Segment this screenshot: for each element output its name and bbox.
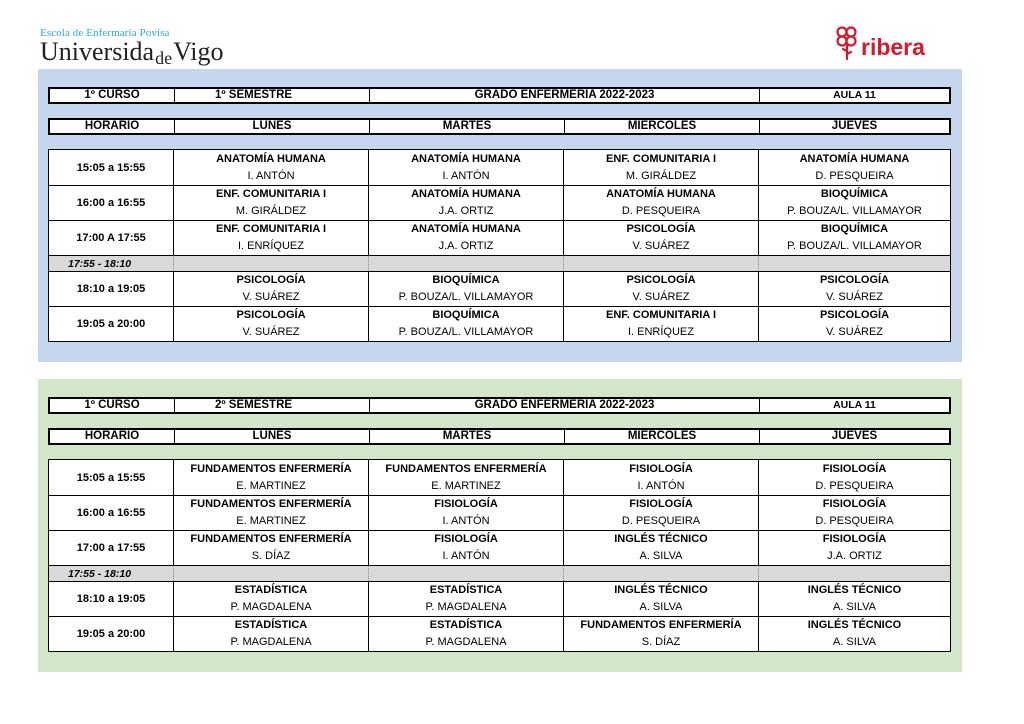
class-cell <box>173 220 368 255</box>
subject-name: FISIOLOGÍA <box>822 533 887 545</box>
class-cell <box>368 306 563 341</box>
col-header-horario: HORARIO <box>84 120 140 132</box>
subject-name: ANATOMÍA HUMANA <box>411 223 521 235</box>
class-cell <box>368 271 563 306</box>
time-slot-label: 16:00 a 16:55 <box>76 507 146 519</box>
time-slot-label: 18:10 a 19:05 <box>76 283 146 295</box>
class-cell <box>563 495 758 530</box>
time-slot <box>49 271 173 306</box>
subject-name: PSICOLOGÍA <box>626 274 696 286</box>
semester-1-column-headers <box>48 118 951 135</box>
professor-name: V. SUÁREZ <box>825 291 884 303</box>
class-cell <box>173 495 368 530</box>
col-header-miercoles: MIÉRCOLES <box>564 430 759 443</box>
subject-name: FUNDAMENTOS ENFERMERÍA <box>385 462 547 475</box>
time-slot-label: 19:05 a 20:00 <box>76 628 146 640</box>
professor-name: S. DÍAZ <box>251 550 291 562</box>
subject-name: BIOQUÍMICA <box>432 274 500 286</box>
professor-name: J.A. ORTIZ <box>438 205 494 217</box>
subject-name: ESTADÍSTICA <box>234 619 308 631</box>
professor-name: P. MAGDALENA <box>425 601 507 613</box>
subject-name: ESTADÍSTICA <box>234 584 308 596</box>
universidad-vigo-logo <box>40 27 224 67</box>
grado-label: GRADO ENFERMERÍA 2022-2023 <box>369 89 759 102</box>
professor-name: J.A. ORTIZ <box>438 240 494 252</box>
professor-name: V. SUÁREZ <box>632 291 690 303</box>
class-cell <box>173 581 368 616</box>
school-name: Escola de Enfermaría Povisa <box>40 27 170 39</box>
professor-name: I. ENRÍQUEZ <box>237 240 304 252</box>
professor-name: P. BOUZA/L. VILLAMAYOR <box>787 205 922 217</box>
class-cell <box>368 185 563 220</box>
ribera-emblem-icon <box>835 25 859 61</box>
semester-2-schedule-table <box>48 459 951 652</box>
class-cell <box>758 185 950 220</box>
university-name-part-a: Universida <box>40 37 155 66</box>
class-cell <box>173 460 368 495</box>
col-header-miercoles: MIÉRCOLES <box>564 120 759 133</box>
class-cell <box>758 495 950 530</box>
class-cell <box>563 581 758 616</box>
ribera-wordmark: ribera <box>861 34 925 60</box>
semester-2-column-headers <box>48 428 951 445</box>
subject-name: FUNDAMENTOS ENFERMERÍA <box>580 619 742 631</box>
subject-name: ENF. COMUNITARIA I <box>216 223 326 235</box>
class-cell <box>563 220 758 255</box>
semestre-label: 1º SEMESTRE <box>174 89 369 102</box>
ribera-logo <box>835 24 925 61</box>
professor-name: J.A. ORTIZ <box>827 550 882 562</box>
class-cell <box>758 581 950 616</box>
time-slot-label: 18:10 a 19:05 <box>76 593 146 605</box>
professor-name: D. PESQUEIRA <box>815 169 894 182</box>
col-header-martes: MARTES <box>369 120 564 133</box>
professor-name: I. ANTÓN <box>442 550 490 562</box>
class-cell <box>173 616 368 651</box>
break-row-label: 17:55 - 18:10 <box>49 565 173 581</box>
break-row-cell <box>368 255 563 271</box>
class-cell <box>368 530 563 565</box>
professor-name: P. MAGDALENA <box>425 636 507 648</box>
time-slot-label: 15:05 a 15:55 <box>76 471 146 484</box>
time-slot <box>49 150 173 185</box>
class-cell <box>758 460 950 495</box>
subject-name: PSICOLOGÍA <box>236 309 306 321</box>
class-cell <box>563 306 758 341</box>
subject-name: FUNDAMENTOS ENFERMERÍA <box>190 498 352 510</box>
subject-name: INGLÉS TÉCNICO <box>614 584 708 596</box>
professor-name: M. GIRÁLDEZ <box>625 169 697 182</box>
subject-name: FISIOLOGÍA <box>822 462 887 475</box>
col-header-jueves: JUEVES <box>759 120 949 133</box>
curso-label: 1º CURSO <box>84 399 140 411</box>
time-slot-label: 15:05 a 15:55 <box>76 161 146 174</box>
professor-name: E. MARTINEZ <box>431 479 501 492</box>
professor-name: D. PESQUEIRA <box>621 205 701 217</box>
class-cell <box>758 220 950 255</box>
class-cell <box>173 306 368 341</box>
semester-1-title-bar <box>48 87 951 104</box>
aula-label: AULA 11 <box>759 89 949 102</box>
time-slot-label: 19:05 a 20:00 <box>76 318 146 330</box>
semestre-label: 2º SEMESTRE <box>174 399 369 412</box>
class-cell <box>368 150 563 185</box>
professor-name: P. MAGDALENA <box>230 636 312 648</box>
professor-name: I. ANTÓN <box>442 515 490 527</box>
subject-name: ANATOMÍA HUMANA <box>411 188 521 200</box>
subject-name: INGLÉS TÉCNICO <box>614 533 708 545</box>
professor-name: V. SUÁREZ <box>632 240 690 252</box>
class-cell <box>563 150 758 185</box>
subject-name: ANATOMÍA HUMANA <box>216 152 326 165</box>
subject-name: ENF. COMUNITARIA I <box>606 309 716 321</box>
class-cell <box>173 150 368 185</box>
time-slot <box>49 616 173 651</box>
break-row-cell <box>563 255 758 271</box>
class-cell <box>368 460 563 495</box>
subject-name: INGLÉS TÉCNICO <box>807 584 902 596</box>
subject-name: PSICOLOGÍA <box>819 274 890 286</box>
subject-name: ANATOMÍA HUMANA <box>411 152 521 165</box>
professor-name: I. ENRÍQUEZ <box>627 326 694 338</box>
break-row-cell <box>173 255 368 271</box>
professor-name: V. SUÁREZ <box>825 326 884 338</box>
subject-name: BIOQUÍMICA <box>432 309 500 321</box>
semester-1-panel <box>38 69 962 362</box>
aula-label: AULA 11 <box>759 399 949 412</box>
time-slot <box>49 306 173 341</box>
col-header-jueves: JUEVES <box>759 430 949 443</box>
professor-name: M. GIRÁLDEZ <box>235 205 307 217</box>
class-cell <box>758 150 950 185</box>
class-cell <box>563 616 758 651</box>
professor-name: V. SUÁREZ <box>242 326 300 338</box>
subject-name: INGLÉS TÉCNICO <box>807 619 902 631</box>
break-row-cell <box>758 255 950 271</box>
professor-name: D. PESQUEIRA <box>621 515 701 527</box>
subject-name: BIOQUÍMICA <box>820 223 889 235</box>
professor-name: I. ANTÓN <box>637 479 685 492</box>
class-cell <box>758 616 950 651</box>
break-row-cell <box>173 565 368 581</box>
subject-name: FUNDAMENTOS ENFERMERÍA <box>190 533 352 545</box>
professor-name: P. BOUZA/L. VILLAMAYOR <box>398 326 534 338</box>
time-slot-label: 16:00 a 16:55 <box>76 197 146 209</box>
class-cell <box>368 220 563 255</box>
subject-name: FUNDAMENTOS ENFERMERÍA <box>190 462 352 475</box>
subject-name: ANATOMÍA HUMANA <box>799 152 910 165</box>
professor-name: D. PESQUEIRA <box>815 515 894 527</box>
col-header-lunes: LUNES <box>174 430 369 443</box>
semester-2-panel <box>38 379 962 672</box>
subject-name: FISIOLOGÍA <box>434 498 498 510</box>
subject-name: FISIOLOGÍA <box>629 462 693 475</box>
subject-name: ENF. COMUNITARIA I <box>606 152 716 165</box>
professor-name: I. ANTÓN <box>442 169 490 182</box>
professor-name: A. SILVA <box>639 550 683 562</box>
subject-name: ENF. COMUNITARIA I <box>216 188 326 200</box>
break-row-cell <box>368 565 563 581</box>
time-slot-label: 17:00 A 17:55 <box>76 232 146 244</box>
time-slot <box>49 581 173 616</box>
class-cell <box>368 495 563 530</box>
time-slot-label: 17:00 a 17:55 <box>76 542 146 554</box>
class-cell <box>368 581 563 616</box>
subject-name: FISIOLOGÍA <box>629 498 693 510</box>
professor-name: D. PESQUEIRA <box>815 479 894 492</box>
class-cell <box>758 271 950 306</box>
curso-label: 1º CURSO <box>84 89 140 101</box>
subject-name: ANATOMÍA HUMANA <box>606 188 716 200</box>
professor-name: E. MARTINEZ <box>236 515 306 527</box>
break-row-cell <box>563 565 758 581</box>
grado-label: GRADO ENFERMERÍA 2022-2023 <box>369 399 759 412</box>
university-name-part-b: Vigo <box>173 37 224 66</box>
professor-name: A. SILVA <box>832 636 876 648</box>
professor-name: A. SILVA <box>832 601 876 613</box>
col-header-horario: HORARIO <box>84 430 140 442</box>
class-cell <box>368 616 563 651</box>
subject-name: FISIOLOGÍA <box>434 533 498 545</box>
professor-name: P. BOUZA/L. VILLAMAYOR <box>787 240 922 252</box>
class-cell <box>563 185 758 220</box>
class-cell <box>563 271 758 306</box>
time-slot <box>49 530 173 565</box>
subject-name: PSICOLOGÍA <box>236 274 306 286</box>
university-name <box>40 39 224 67</box>
class-cell <box>173 271 368 306</box>
class-cell <box>173 185 368 220</box>
professor-name: S. DÍAZ <box>641 636 681 648</box>
semester-2-title-bar <box>48 397 951 414</box>
subject-name: FISIOLOGÍA <box>822 498 887 510</box>
subject-name: ESTADÍSTICA <box>429 619 503 631</box>
col-header-martes: MARTES <box>369 430 564 443</box>
subject-name: ESTADÍSTICA <box>429 584 503 596</box>
class-cell <box>563 460 758 495</box>
break-row-label: 17:55 - 18:10 <box>49 255 173 271</box>
professor-name: E. MARTINEZ <box>236 479 306 492</box>
class-cell <box>563 530 758 565</box>
professor-name: V. SUÁREZ <box>242 291 300 303</box>
time-slot <box>49 185 173 220</box>
subject-name: BIOQUÍMICA <box>820 188 889 200</box>
class-cell <box>758 306 950 341</box>
time-slot <box>49 460 173 495</box>
time-slot <box>49 220 173 255</box>
professor-name: A. SILVA <box>639 601 683 613</box>
break-row-cell <box>758 565 950 581</box>
professor-name: P. MAGDALENA <box>230 601 312 613</box>
time-slot <box>49 495 173 530</box>
subject-name: PSICOLOGÍA <box>819 309 890 321</box>
col-header-lunes: LUNES <box>174 120 369 133</box>
class-cell <box>758 530 950 565</box>
university-name-de: de <box>155 48 173 68</box>
subject-name: PSICOLOGÍA <box>626 223 696 235</box>
professor-name: I. ANTÓN <box>247 169 295 182</box>
semester-1-schedule-table <box>48 149 951 342</box>
class-cell <box>173 530 368 565</box>
professor-name: P. BOUZA/L. VILLAMAYOR <box>398 291 534 303</box>
